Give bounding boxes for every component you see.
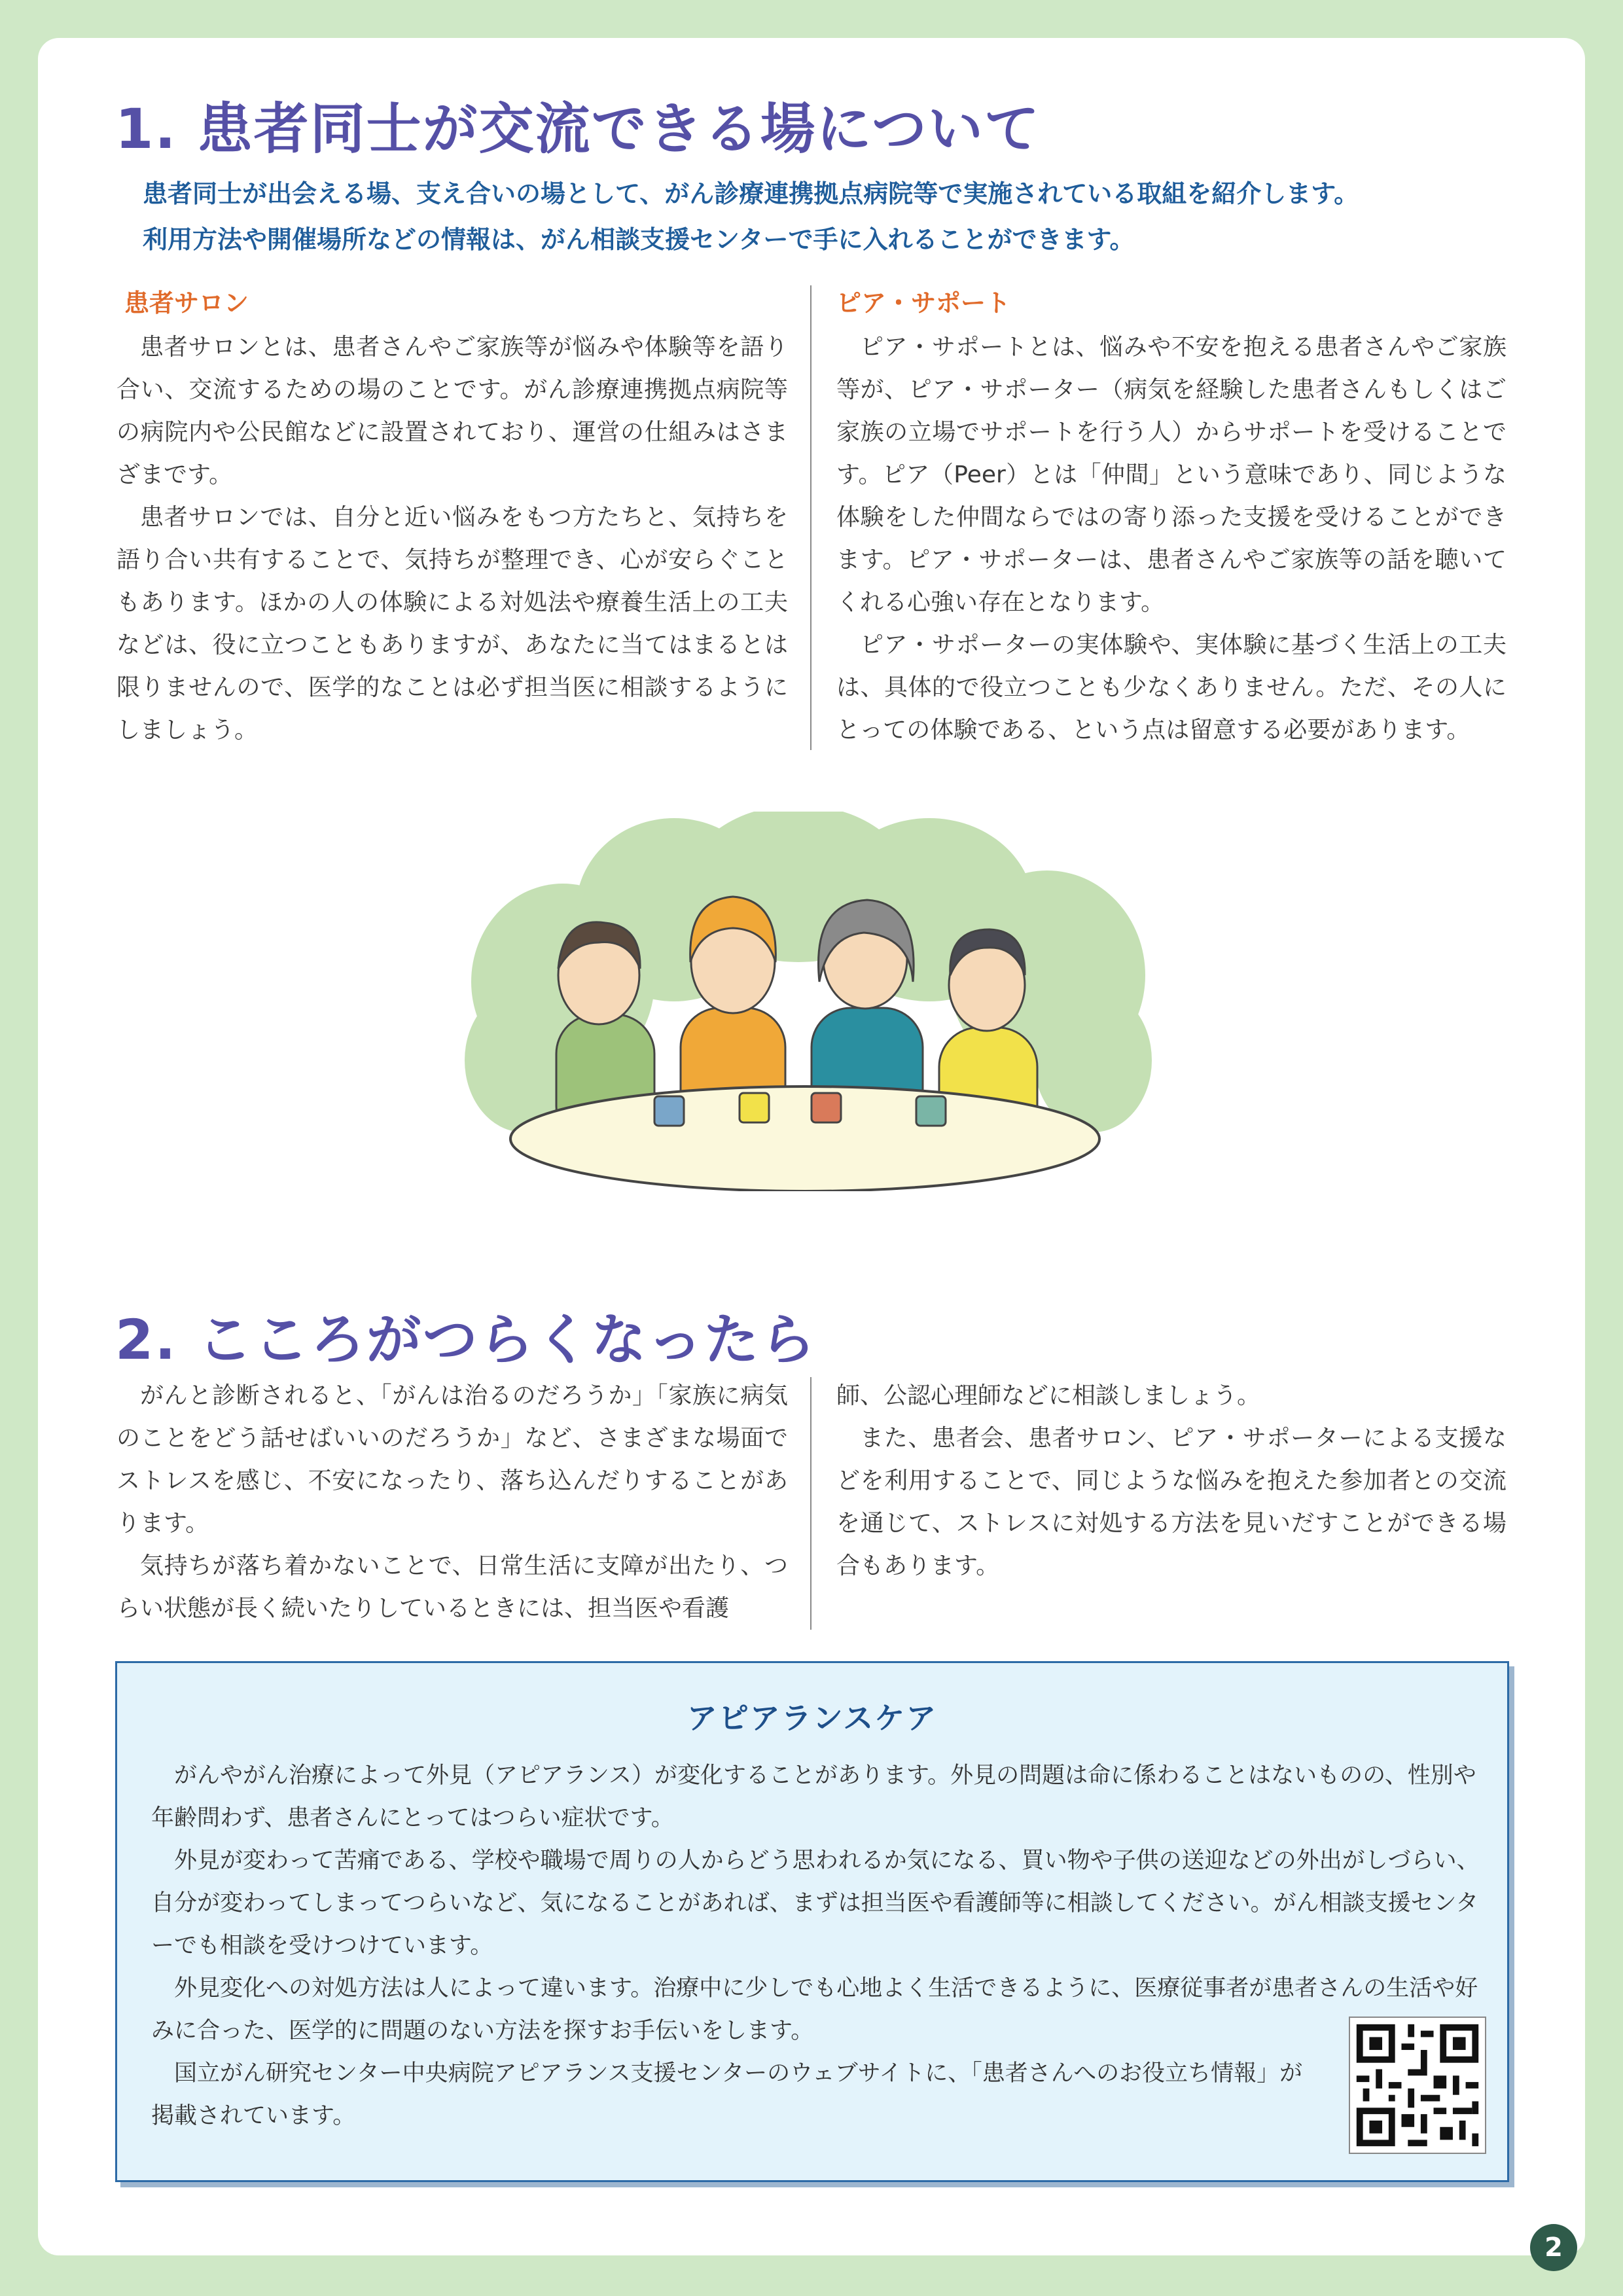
section2-paragraph: がんと診断されると、「がんは治るのだろうか」「家族に病気のことをどう話せばいいのだろうか」など、さまざまな場面でストレスを感じ、不安になったり、落ち込んだりすることがあります。 — [116, 1382, 788, 1537]
column-divider — [810, 1377, 812, 1630]
appearance-care-paragraph: 国立がん研究センター中央病院アピアランス支援センターのウェブサイトに、「患者さんへのお役立ち情報」が掲載されています。 — [151, 2060, 1303, 2129]
section2-left-text — [116, 1374, 788, 1630]
appearance-care-body — [151, 1755, 1480, 2138]
appearance-care-box — [115, 1661, 1509, 2182]
section2-continuation: 師、公認心理師などに相談しましょう。 — [836, 1382, 1261, 1409]
patient-salon-text — [116, 326, 788, 751]
section2-paragraph: 気持ちが落ち着かないことで、日常生活に支障が出たり、つらい状態が長く続いたりしているときには、担当医や看護 — [116, 1552, 788, 1622]
peer-support-paragraph: ピア・サポーターの実体験や、実体験に基づく生活上の工夫は、具体的で役立つことも少なくありません。ただ、その人にとっての体験である、という点は留意する必要があります。 — [836, 632, 1507, 744]
section1-lead-line1: 患者同士が出会える場、支え合いの場として、がん診療連携拠点病院等で実施されている取組を紹介します。 — [143, 179, 1359, 208]
column-divider — [810, 285, 812, 750]
qr-code-icon — [1350, 2018, 1485, 2153]
patient-salon-paragraph: 患者サロンでは、自分と近い悩みをもつ方たちと、気持ちを語り合い共有することで、気持ちが整理でき、心が安らぐこともあります。ほかの人の体験による対処法や療養生活上の工夫などは、役に立つこともありますが、あなたに当てはまるとは限りませんので、医学的なことは必ず担当医に相談するようにしましょう。 — [116, 504, 788, 744]
patient-salon-paragraph: 患者サロンとは、患者さんやご家族等が悩みや体験等を語り合い、交流するための場のことです。がん診療連携拠点病院等の病院内や公民館などに設置されており、運営の仕組みはさまざまです。 — [116, 334, 788, 488]
appearance-care-paragraph: 外見変化への対処方法は人によって違います。治療中に少しでも心地よく生活できるように、医療従事者が患者さんの生活や好みに合った、医学的に問題のない方法を探すお手伝いをします。 — [151, 1975, 1478, 2044]
appearance-care-title: アピアランスケア — [687, 1700, 938, 1736]
round-table — [510, 1086, 1099, 1191]
patient-salon-heading: 患者サロン — [124, 289, 249, 317]
peer-support-text — [836, 326, 1507, 751]
group-conversation-illustration — [458, 812, 1152, 1191]
peer-support-paragraph: ピア・サポートとは、悩みや不安を抱える患者さんやご家族等が、ピア・サポーター（病気を経験した患者さんもしくはご家族の立場でサポートを行う人）からサポートを受けることです。ピア（Peer）とは「仲間」という意味であり、同じような体験をした仲間ならではの寄り添った支援を受けることができます。ピア・サポーターは、患者さんやご家族等の話を聴いてくれる心強い存在となります。 — [836, 334, 1507, 616]
section1-title: 1. 患者同士が交流できる場について — [115, 97, 1041, 161]
section2-right-text — [836, 1374, 1507, 1587]
page-number-badge: 2 — [1530, 2224, 1577, 2271]
section1-lead-line2: 利用方法や開催場所などの情報は、がん相談支援センターで手に入れることができます。 — [143, 225, 1135, 254]
section2-paragraph: また、患者会、患者サロン、ピア・サポーターによる支援などを利用することで、同じような悩みを抱えた参加者との交流を通じて、ストレスに対処する方法を見いだすことができる場合もあります。 — [836, 1425, 1507, 1579]
appearance-care-paragraph: 外見が変わって苦痛である、学校や職場で周りの人からどう思われるか気になる、買い物や子供の送迎などの外出がしづらい、自分が変わってしまってつらいなど、気になることがあれば、まずは担当医や看護師等に相談してください。がん相談支援センターでも相談を受けつけています。 — [151, 1848, 1480, 1959]
appearance-care-paragraph: がんやがん治療によって外見（アピアランス）が変化することがあります。外見の問題は命に係わることはないものの、性別や年齢問わず、患者さんにとってはつらい症状です。 — [151, 1763, 1476, 1831]
qr-code[interactable] — [1349, 2017, 1486, 2154]
section2-title: 2. こころがつらくなったら — [115, 1308, 817, 1372]
peer-support-heading: ピア・サポート — [836, 289, 1011, 317]
